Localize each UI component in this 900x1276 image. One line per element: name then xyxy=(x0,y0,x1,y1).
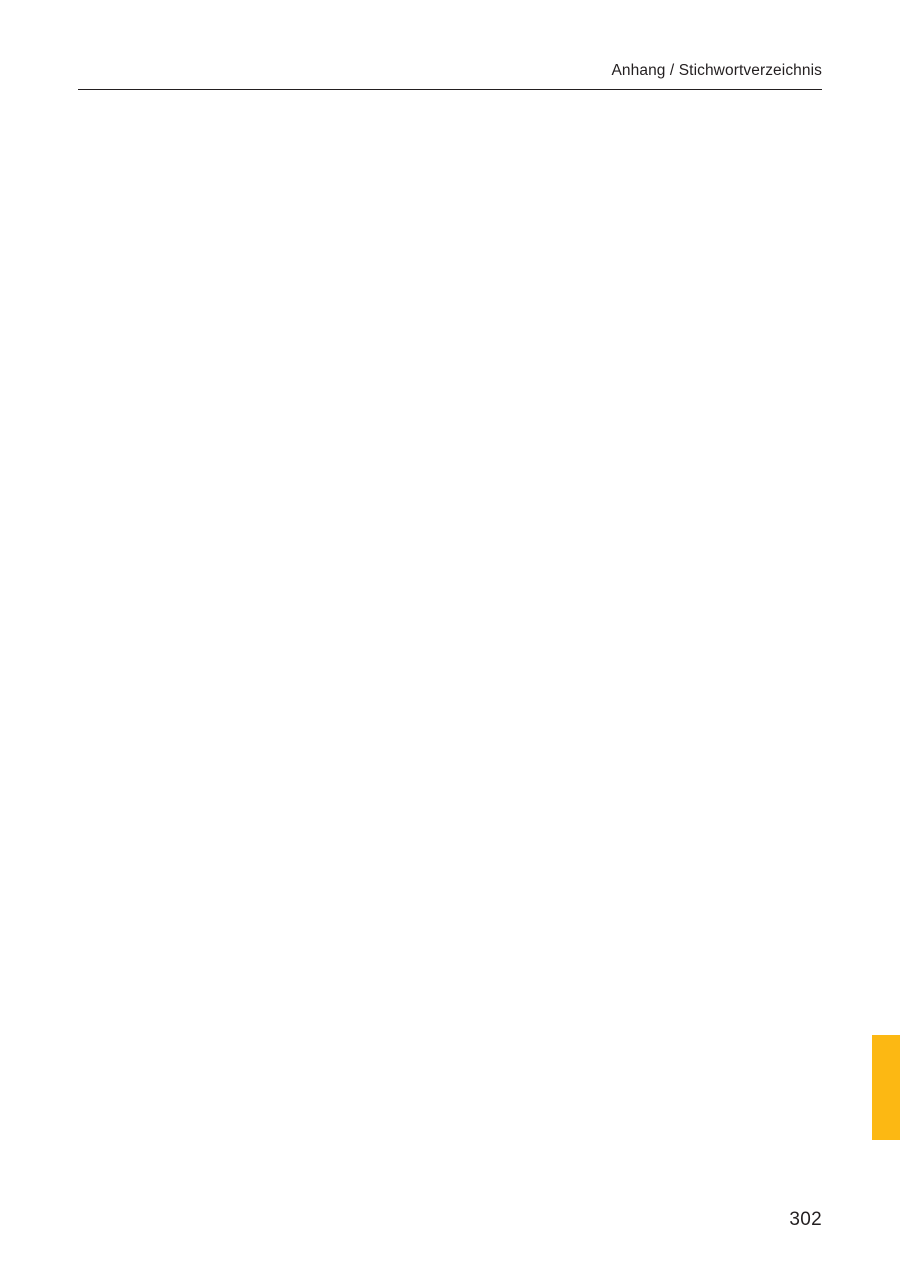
page-number: 302 xyxy=(789,1209,822,1230)
header-title: Anhang / Stichwortverzeichnis xyxy=(611,62,822,79)
section-thumb-tab xyxy=(872,1035,900,1140)
running-header xyxy=(78,62,822,90)
header-divider xyxy=(78,89,822,90)
